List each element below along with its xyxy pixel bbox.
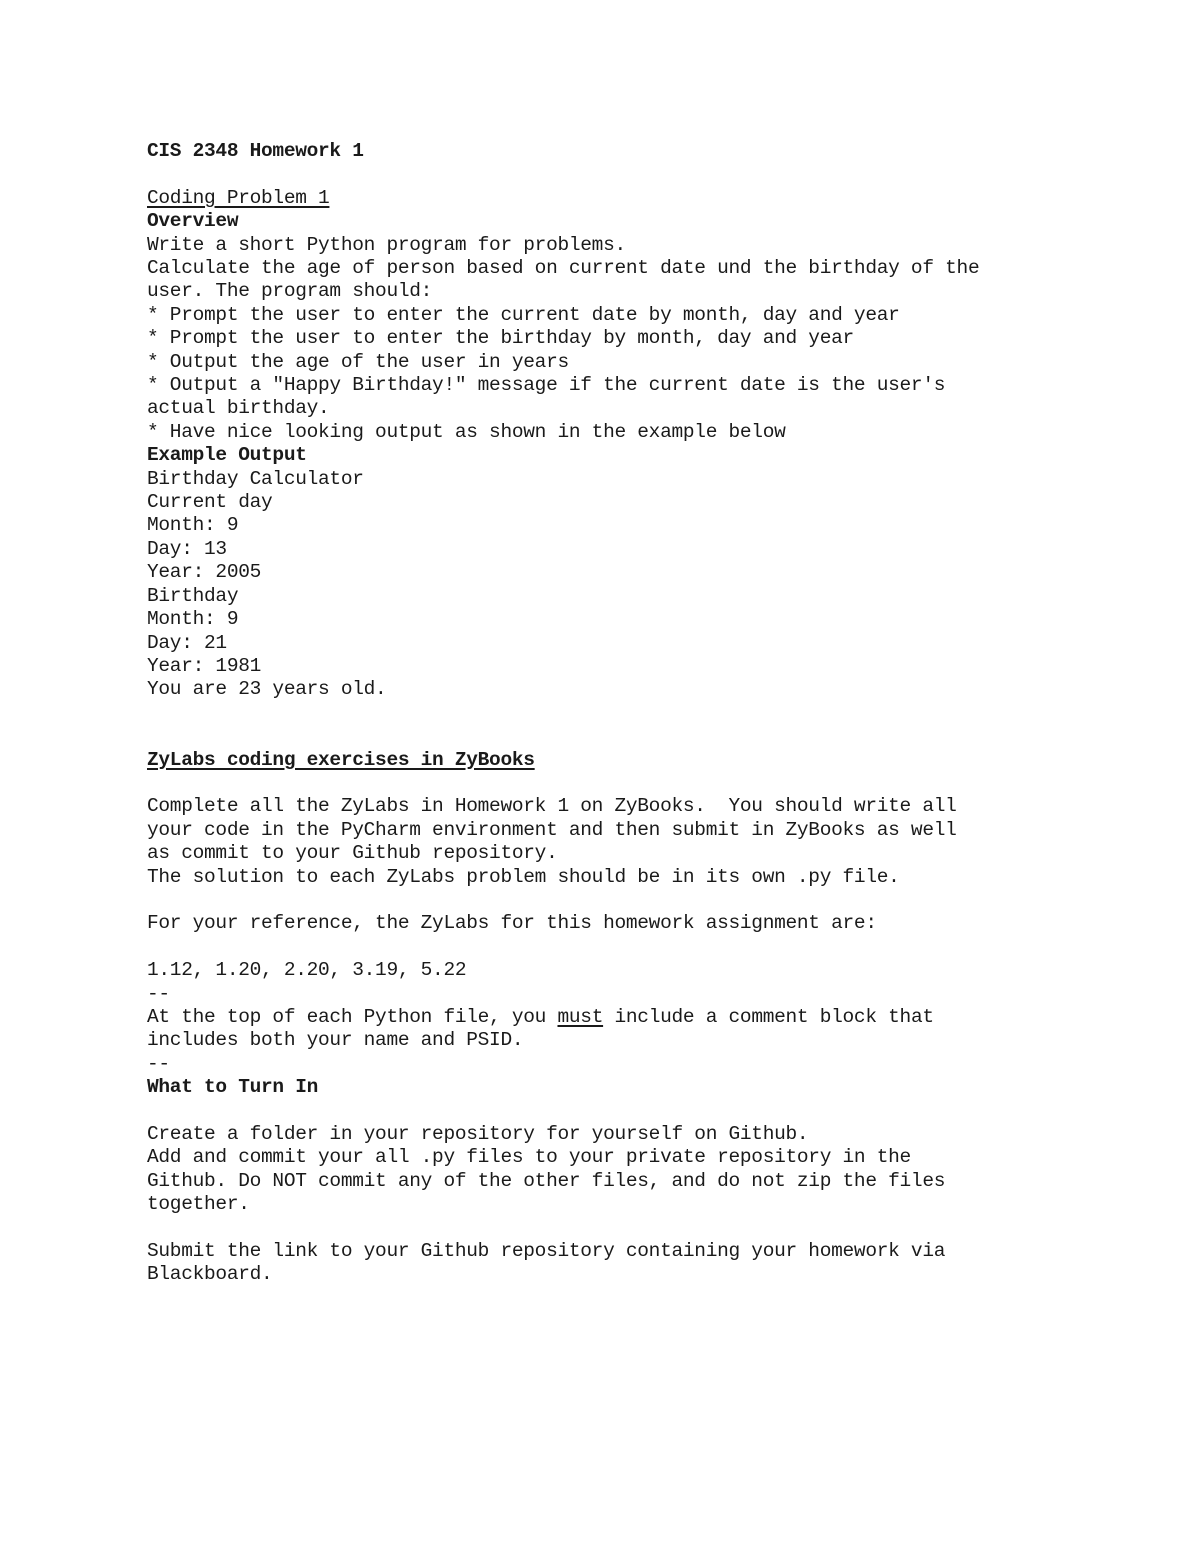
spacer [147, 1100, 1087, 1123]
comment-prefix: At the top of each Python file, you [147, 1005, 558, 1028]
zylabs-heading-text: ZyLabs coding exercises in ZyBooks [147, 748, 535, 771]
document-page [147, 140, 1087, 1287]
spacer [147, 1217, 1087, 1240]
document-title: CIS 2348 Homework 1 [147, 140, 364, 162]
example-line: Day: 13 [147, 537, 227, 560]
problem-heading-text: Coding Problem 1 [147, 186, 330, 209]
turn-in-line: Create a folder in your repository for yourself on Github. [147, 1122, 809, 1145]
problem-line: * Output a "Happy Birthday!" message if the current date is the user's [147, 374, 946, 397]
zylabs-line: your code in the PyCharm environment and then submit in ZyBooks as well [147, 818, 957, 841]
submit-line: Blackboard. [147, 1263, 273, 1286]
problem-line: actual birthday. [147, 397, 330, 420]
reference-line: For your reference, the ZyLabs for this homework assignment are: [147, 912, 877, 935]
turn-in-line: Github. Do NOT commit any of the other files, and do not zip the files [147, 1169, 946, 1192]
separator: -- [147, 982, 170, 1005]
problem-line: * Have nice looking output as shown in the example below [147, 420, 786, 443]
problem-line: user. The program should: [147, 280, 433, 303]
problem-line: Write a short Python program for problems. [147, 233, 626, 256]
spacer [147, 163, 1087, 186]
example-line: You are 23 years old. [147, 678, 387, 701]
example-line: Birthday [147, 584, 239, 607]
comment-requirement [147, 1006, 1087, 1029]
turn-in-line: Add and commit your all .py files to your private repository in the [147, 1146, 911, 1169]
example-output-label: Example Output [147, 444, 307, 467]
example-line: Birthday Calculator [147, 467, 364, 490]
zylabs-line: Complete all the ZyLabs in Homework 1 on ZyBooks. You should write all [147, 795, 957, 818]
zylabs-heading [147, 749, 1087, 772]
problem-heading [147, 187, 1087, 210]
submit-line: Submit the link to your Github repository containing your homework via [147, 1239, 946, 1262]
comment-suffix: include a comment block that [603, 1005, 934, 1028]
zylabs-line: as commit to your Github repository. [147, 842, 558, 865]
problem-line: * Output the age of the user in years [147, 350, 569, 373]
comment-requirement-line2: includes both your name and PSID. [147, 1029, 524, 1052]
example-line: Current day [147, 491, 273, 514]
overview-label: Overview [147, 210, 239, 233]
example-line: Year: 2005 [147, 561, 262, 584]
spacer [147, 772, 1087, 795]
example-line: Day: 21 [147, 631, 227, 654]
labs-list: 1.12, 1.20, 2.20, 3.19, 5.22 [147, 959, 467, 982]
must-emphasis: must [557, 1005, 604, 1028]
example-line: Year: 1981 [147, 654, 262, 677]
turn-in-line: together. [147, 1193, 250, 1216]
problem-line: * Prompt the user to enter the birthday by month, day and year [147, 327, 854, 350]
spacer [147, 889, 1087, 912]
spacer [147, 702, 1087, 725]
example-line: Month: 9 [147, 608, 239, 631]
spacer [147, 725, 1087, 748]
turn-in-heading: What to Turn In [147, 1076, 319, 1099]
problem-line: Calculate the age of person based on current date und the birthday of the [147, 257, 980, 280]
zylabs-line: The solution to each ZyLabs problem should be in its own .py file. [147, 865, 900, 888]
problem-line: * Prompt the user to enter the current date by month, day and year [147, 303, 900, 326]
spacer [147, 936, 1087, 959]
separator: -- [147, 1052, 170, 1075]
example-line: Month: 9 [147, 514, 239, 537]
